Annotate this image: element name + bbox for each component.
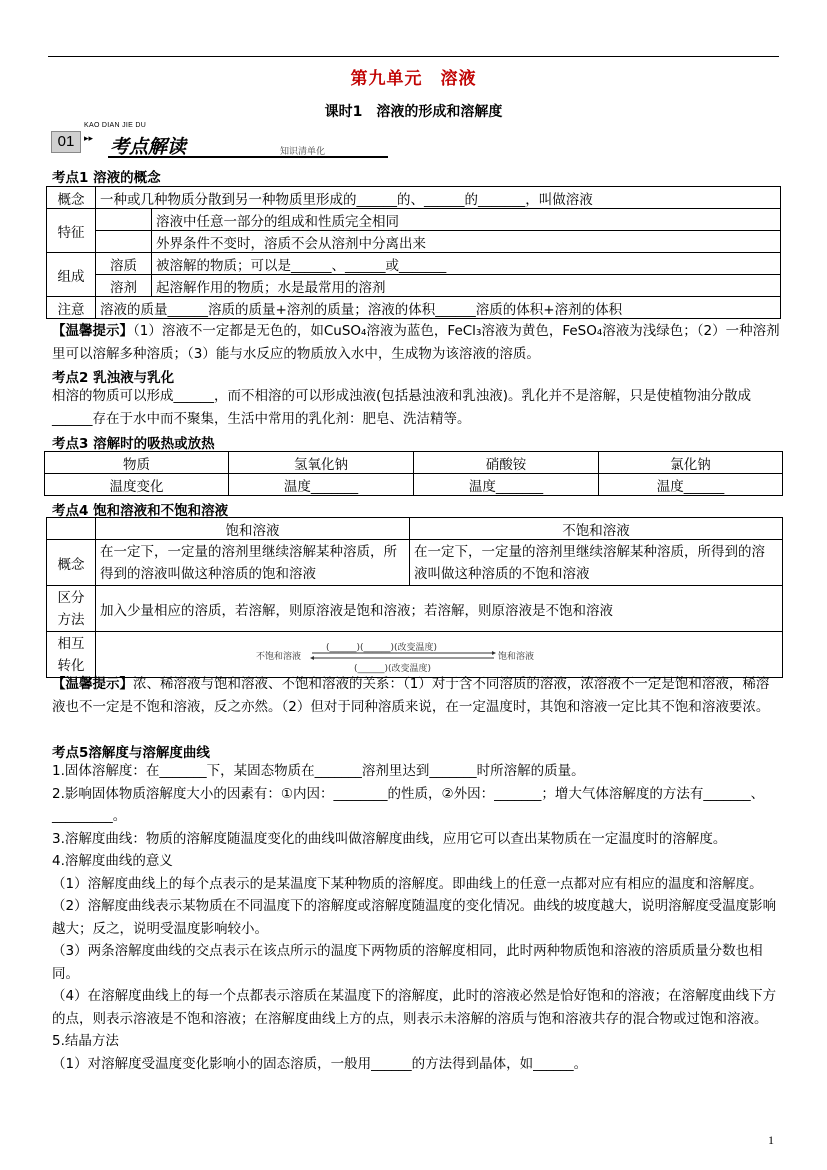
page-number: 1 — [768, 1133, 774, 1147]
section-heading-2: 考点2 乳浊液与乳化 — [52, 370, 175, 386]
solubility-line: （3）两条溶解度曲线的交点表示在该点所示的温度下两物质的溶解度相同，此时两种物质饱和溶液的溶质质量分数也相同。 — [52, 943, 763, 982]
feature-1: 溶液中任意一部分的组成和性质完全相同 — [152, 209, 781, 231]
heat-naoh: 温度_______ — [229, 474, 414, 496]
conversion-arrows — [310, 651, 496, 661]
banner-rule — [108, 156, 388, 158]
emulsion-text: 相溶的物质可以形成______，而不相溶的可以形成浊液(包括悬浊液和乳浊液)。乳化并不是溶解，只是使植物油分散成______存在于水中而不聚集，生活中常用的乳化剂：肥皂、洗洁精等。 — [52, 388, 752, 427]
concept-label: 概念 — [47, 187, 96, 209]
solubility-line: （1）对溶解度受温度变化影响小的固态溶质，一般用______的方法得到晶体，如______。 — [52, 1055, 588, 1072]
solubility-line: 1.固体溶解度：在_______下，某固态物质在_______溶剂里达到_______时所溶解的质量。 — [52, 763, 585, 779]
feature-2: 外界条件不变时，溶质不会从溶剂中分离出来 — [152, 231, 781, 253]
emulsion-paragraph — [52, 385, 782, 430]
sat-concept-saturated: 在一定下，一定量的溶剂里继续溶解某种溶质，所得到的溶液叫做这种溶质的饱和溶液 — [96, 540, 410, 586]
conversion-left: 不饱和溶液 — [256, 651, 302, 662]
banner-number: 01 — [51, 131, 81, 153]
saturation-table — [46, 517, 783, 678]
double-arrow-icon: ▸▸ — [84, 134, 94, 144]
solubility-section — [52, 760, 782, 1075]
unsaturated-header: 不饱和溶液 — [410, 518, 783, 540]
heat-nacl: 温度______ — [599, 474, 783, 496]
banner-subtitle: 知识清单化 — [280, 147, 326, 157]
tip-2 — [52, 673, 782, 718]
solubility-line: （4）在溶解度曲线上的每一个点都表示溶质在某温度下的溶解度，此时的溶液必然是恰好饱和的溶液；在溶解度曲线下方的点，则表示溶液是不饱和溶液；在溶解度曲线上方的点，则表示未溶解的溶质与饱和溶液共存的混合物或过饱和溶液。 — [52, 988, 777, 1027]
distinguish-text: 加入少量相应的溶质，若溶解，则原溶液是饱和溶液；若溶解，则原溶液是不饱和溶液 — [96, 586, 783, 632]
tip-2-text: 浓、稀溶液与饱和溶液、不饱和溶液的关系：（1）对于含不同溶质的溶液，浓溶液不一定是饱和溶液，稀溶液也不一定是不饱和溶液，反之亦然。（2）但对于同种溶质来说，在一定温度时，其饱和溶液一定比其不饱和溶液要浓。 — [52, 676, 770, 715]
saturation-corner-cell — [47, 518, 96, 540]
solubility-line: （2）溶解度曲线表示某物质在不同温度下的溶解度或溶解度随温度的变化情况。曲线的坡度越大，说明溶解度受温度影响越大；反之，说明受温度影响较小。 — [52, 898, 777, 937]
solubility-line: 2.影响固体物质溶解度大小的因素有：①内因：________的性质，②外因：_______；增大气体溶解度的方法有_______、_________。 — [52, 785, 765, 824]
conversion-top-label: (______)(______)(改变温度) — [326, 642, 438, 653]
solubility-line: （1）溶解度曲线上的每个点表示的是某温度下某种物质的溶解度。即曲线上的任意一点都对应有相应的温度和溶解度。 — [52, 875, 763, 892]
note-text: 溶液的质量______溶质的质量+溶剂的质量；溶液的体积______溶质的体积+溶剂的体积 — [96, 297, 781, 319]
tip-1-label: 【温馨提示】 — [52, 323, 133, 339]
heat-header-naoh: 氢氧化钠 — [229, 452, 414, 474]
note-label: 注意 — [47, 297, 96, 319]
heat-header-nh4no3: 硝酸铵 — [414, 452, 599, 474]
header-rule — [48, 56, 779, 57]
section-banner — [48, 122, 388, 160]
solute-text: 被溶解的物质；可以是______、______或_______ — [152, 253, 781, 275]
heat-table — [44, 451, 783, 496]
saturated-header: 饱和溶液 — [96, 518, 410, 540]
solvent-label: 溶剂 — [96, 275, 152, 297]
solubility-line: 5.结晶方法 — [52, 1033, 119, 1049]
tip-1 — [52, 320, 782, 365]
section-heading-5: 考点5溶解度与溶解度曲线 — [52, 745, 210, 761]
solvent-text: 起溶解作用的物质；水是最常用的溶剂 — [152, 275, 781, 297]
sat-concept-unsaturated: 在一定下，一定量的溶剂里继续溶解某种溶质，所得到的溶液叫做这种溶质的不饱和溶液 — [410, 540, 783, 586]
feature-label: 特征 — [47, 209, 96, 253]
conversion-bottom-label: (______)(改变温度) — [354, 663, 432, 674]
feature-blank-cell — [96, 209, 152, 231]
lesson-subtitle: 课时1 溶液的形成和溶解度 — [324, 104, 503, 120]
section-heading-4: 考点4 饱和溶液和不饱和溶液 — [52, 503, 229, 519]
heat-row-label: 温度变化 — [45, 474, 229, 496]
heat-nh4no3: 温度_______ — [414, 474, 599, 496]
section-heading-1: 考点1 溶液的概念 — [52, 170, 161, 186]
heat-header-nacl: 氯化钠 — [599, 452, 783, 474]
page-title: 第九单元 溶液 — [350, 69, 477, 89]
solubility-line: 3.溶解度曲线：物质的溶解度随温度变化的曲线叫做溶解度曲线，应用它可以查出某物质在一定温度时的溶解度。 — [52, 830, 727, 847]
conversion-label: 相互转化 — [47, 632, 96, 678]
banner-pinyin: KAO DIAN JIE DU — [84, 122, 147, 129]
distinguish-label: 区分方法 — [47, 586, 96, 632]
conversion-diagram — [96, 637, 782, 673]
tip-2-label: 【温馨提示】 — [52, 676, 133, 692]
solution-concept-table — [46, 186, 781, 319]
conversion-right: 饱和溶液 — [498, 651, 535, 662]
composition-label: 组成 — [47, 253, 96, 297]
sat-concept-label: 概念 — [47, 540, 96, 586]
banner-title: 考点解读 — [110, 136, 187, 158]
solute-label: 溶质 — [96, 253, 152, 275]
heat-header-substance: 物质 — [45, 452, 229, 474]
feature-blank-cell — [96, 231, 152, 253]
concept-text: 一种或几种物质分散到另一种物质里形成的______的、______的_______，叫做溶液 — [96, 187, 781, 209]
tip-1-text: （1）溶液不一定都是无色的，如CuSO₄溶液为蓝色，FeCl₃溶液为黄色，FeSO₄溶液为浅绿色；（2）一种溶剂里可以溶解多种溶质；（3）能与水反应的物质放入水中，生成物为该溶液的溶质。 — [52, 323, 780, 362]
section-heading-3: 考点3 溶解时的吸热或放热 — [52, 436, 215, 452]
solubility-line: 4.溶解度曲线的意义 — [52, 853, 173, 869]
conversion-cell — [96, 632, 783, 678]
